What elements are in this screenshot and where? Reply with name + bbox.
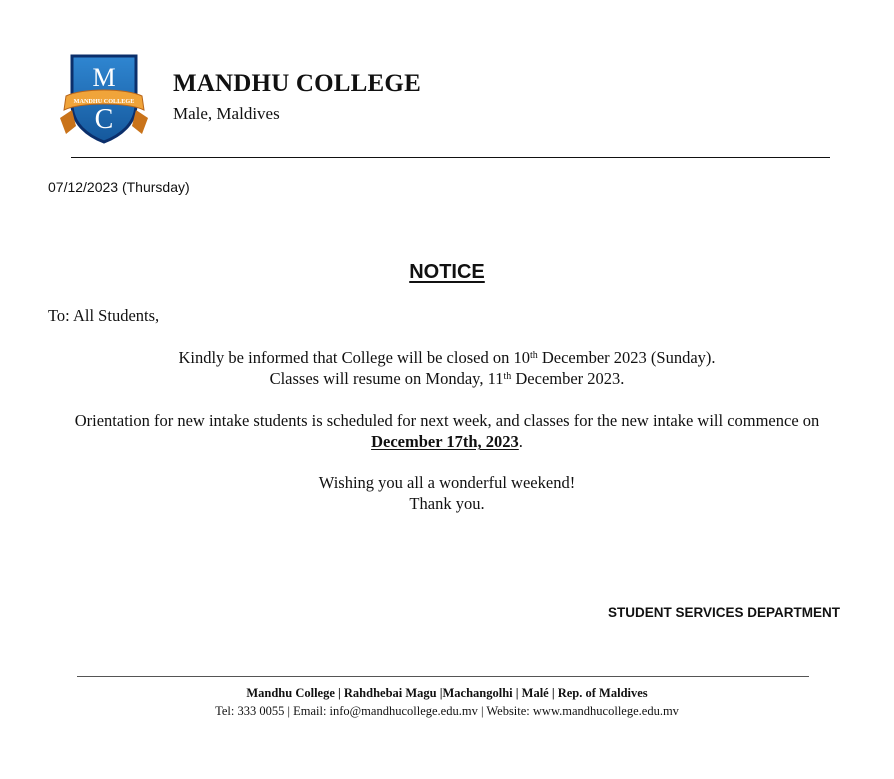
closing-paragraph bbox=[50, 472, 844, 514]
ordinal-suffix: th bbox=[529, 350, 538, 361]
commencement-date: December 17th, 2023 bbox=[371, 432, 519, 451]
closure-paragraph bbox=[50, 347, 844, 389]
footer-divider bbox=[77, 676, 809, 677]
resume-line-text: Classes will resume on Monday, 11 bbox=[269, 369, 504, 388]
orientation-text: Orientation for new intake students is scheduled for next week, and classes for the new intake will commence on bbox=[74, 411, 820, 430]
notice-heading: NOTICE bbox=[409, 261, 485, 283]
notice-date: 07/12/2023 (Thursday) bbox=[48, 179, 190, 195]
salutation: To: All Students, bbox=[48, 306, 160, 325]
footer-contact: Tel: 333 0055 | Email: info@mandhucollege.edu.mv | Website: www.mandhucollege.edu.mv bbox=[215, 704, 679, 718]
closing-wish: Wishing you all a wonderful weekend! bbox=[318, 473, 576, 492]
header-divider bbox=[71, 157, 830, 158]
college-location: Male, Maldives bbox=[173, 104, 280, 123]
ordinal-suffix: th bbox=[503, 371, 512, 382]
college-name: MANDHU COLLEGE bbox=[173, 70, 421, 97]
closing-thanks: Thank you. bbox=[409, 494, 485, 513]
signature-department: STUDENT SERVICES DEPARTMENT bbox=[607, 605, 840, 620]
crest-monogram-bottom: C bbox=[94, 104, 114, 135]
crest-monogram-top: M bbox=[92, 63, 116, 92]
closure-line bbox=[50, 347, 844, 368]
crest-ribbon-text: MANDHU COLLEGE bbox=[73, 98, 135, 105]
resume-line-date: December 2023. bbox=[511, 369, 625, 388]
footer-address: Mandhu College | Rahdhebai Magu |Machangolhi | Malé | Rep. of Maldives bbox=[246, 686, 648, 700]
closure-line-text: Kindly be informed that College will be closed on 10 bbox=[178, 348, 530, 367]
resume-line bbox=[50, 368, 844, 389]
closure-line-date: December 2023 (Sunday). bbox=[537, 348, 716, 367]
orientation-period: . bbox=[518, 432, 523, 451]
college-crest-icon bbox=[58, 52, 150, 144]
orientation-paragraph bbox=[50, 410, 844, 452]
